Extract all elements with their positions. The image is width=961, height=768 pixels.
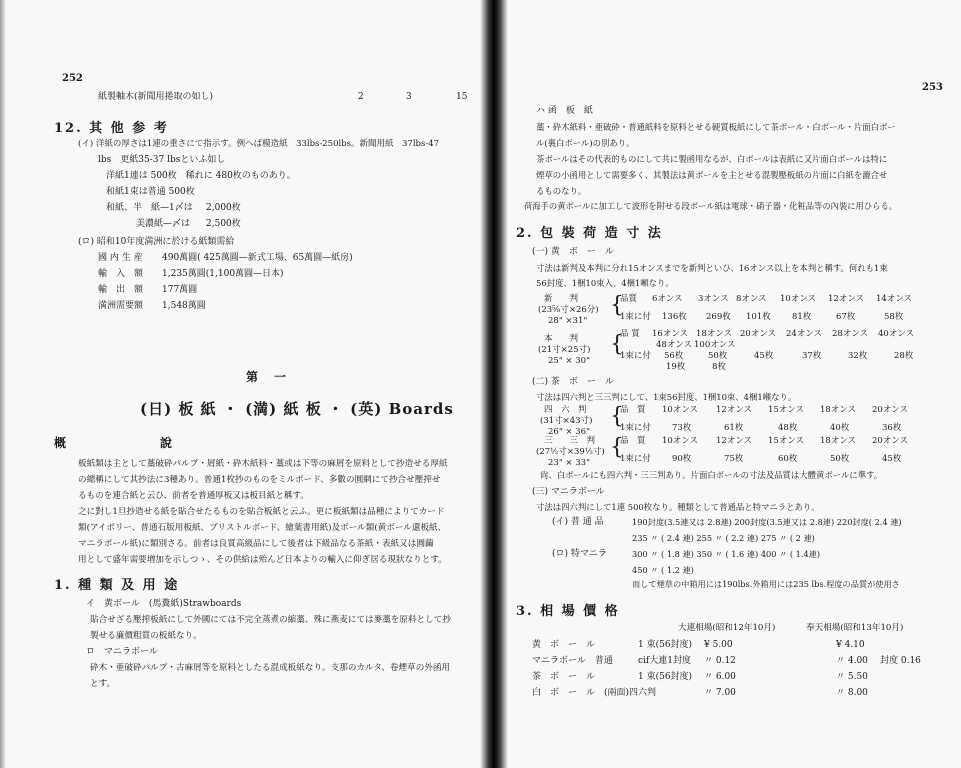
table-cell: 45枚 (882, 454, 902, 464)
section-heading: 12. 其 他 参 考 (54, 121, 169, 136)
section-heading: 3. 相 場 價 格 (516, 604, 620, 619)
supply-value: 177萬圓 (162, 285, 198, 295)
paragraph-line: 用として盛年需要増加を示しつゝ、その供給は殆んど日本よりの輸入に仰ぎ居る現狀なりとす。 (78, 555, 447, 565)
table-cell: 8枚 (712, 362, 726, 372)
table-cell: 10オンス (780, 294, 817, 304)
right-page (492, 0, 961, 768)
table-cell: 67枚 (836, 312, 856, 322)
paragraph-line: るものを連合紙と云ひ、前者を普通厚板又は板目紙と稱す。 (78, 491, 310, 501)
table-cell: 20オンス (740, 329, 777, 339)
table-cell: 1束に付 (620, 423, 651, 433)
price-fengtian: 〃 8.00 (836, 688, 868, 698)
paragraph-line: 尙、白ボールにも四六判・三三判あり。片面白ボールの寸法及品質は大體黄ボールに準す。 (540, 470, 883, 480)
table-cell: 1束に付 (620, 351, 651, 361)
price-extra: 封度 0.16 (880, 656, 921, 666)
brace-mark: { (610, 293, 624, 318)
table-cell: 28枚 (894, 351, 914, 361)
size-dimensions: (23⅝寸×26分) (538, 305, 599, 315)
text-line: lbs 更紙35-37 lbsといふ如し (98, 155, 226, 165)
table-cell: 45枚 (754, 351, 774, 361)
price-dalian: 〃 6.00 (704, 672, 736, 682)
table-cell: 90枚 (672, 454, 692, 464)
price-item-name: 白 ボ ー ル (兩面)四六判 (532, 688, 657, 698)
size-label: 本 判 (544, 334, 579, 344)
price-item-name: マニラボール 普通 (532, 656, 613, 666)
supply-value: 490萬圓( 425萬圓—新式工場、65萬圓—紙房) (162, 253, 353, 263)
table-cell: 61枚 (724, 423, 744, 433)
text-line: 和紙1束は普通 500枚 (106, 187, 195, 197)
size-dimensions: 23" × 33" (548, 458, 590, 468)
supply-label: 輸 出 額 (98, 285, 144, 295)
paragraph-line: 板紙類は主として藁破砕パルプ・屑紙・砕木紙料・藁或は下等の麻屑を原料として抄造せる厚紙 (78, 459, 448, 469)
text-line: 和紙、半 紙—1〆は (106, 203, 193, 213)
brace-mark: { (610, 404, 624, 429)
table-cell: 15オンス (768, 436, 805, 446)
supply-label: 國 内 生 産 (98, 253, 143, 263)
table-cell: 3オンス (698, 294, 729, 304)
table-cell: 24オンス (786, 329, 823, 339)
supply-label: 満洲需要額 (98, 301, 144, 311)
table-cell: 18オンス (820, 436, 857, 446)
subsection-title: イ 黄ボール (馬糞紙)Strawboards (86, 599, 242, 609)
price-column-header: 奉天相場(昭和13年10月) (806, 623, 904, 633)
table-cell: 81枚 (792, 312, 812, 322)
table-cell: 28オンス (832, 329, 869, 339)
text-line: 紙製軸木(新聞用捲取の如し) (98, 92, 214, 102)
price-fengtian: 〃 5.50 (836, 672, 868, 682)
price-item-spec: 1 束(56封度) (638, 672, 693, 682)
table-cell: 品 質 (620, 405, 646, 415)
table-value: 2 (358, 92, 364, 102)
table-cell: 15オンス (768, 405, 805, 415)
table-cell: 18オンス (820, 405, 857, 415)
paragraph-line: の總稱にして其抄法に3種あり。普通1枚抄のものをミルボード、多數の圓網にて抄合せ壓搾せ (78, 475, 441, 485)
overview-heading: 概 (54, 436, 69, 450)
paragraph-line: マニラボール紙)に類別さる。前者は良質高級品にして後者は下級品なる茶紙・表紙又は圓繭 (78, 539, 434, 549)
table-cell: 品質 (620, 294, 638, 304)
table-cell: 40オンス (878, 329, 915, 339)
price-fengtian: ¥ 4.10 (836, 640, 865, 650)
grade-line: 190封度(3.5連又は 2.8連) 200封度(3.5連又は 2.8連) 220封度( 2.4 連) (632, 517, 902, 527)
subsection-title: ハ 函 板 紙 (536, 106, 593, 116)
table-cell: 12オンス (828, 294, 865, 304)
overview-heading: 說 (160, 436, 175, 450)
table-value: 3 (406, 92, 412, 102)
table-cell: 56枚 (664, 351, 684, 361)
grade-label: (イ) 普 通 品 (552, 517, 604, 527)
grade-label: (ロ) 特マニラ (552, 549, 607, 559)
part-label: 第 一 (246, 370, 289, 384)
subsection-title: (二) 茶 ボ ー ル (532, 377, 614, 387)
table-cell: 37枚 (802, 351, 822, 361)
table-cell: 36枚 (882, 423, 902, 433)
price-fengtian: 〃 4.00 (836, 656, 868, 666)
subsection-title: (一) 黄 ボ ー ル (532, 247, 614, 257)
table-cell: 101枚 (746, 312, 771, 322)
page-number: 253 (922, 82, 943, 93)
paragraph-line: 寸法は四六判と三三判にして、1束56封度、1梱10束、4梱1噸なり。 (536, 392, 797, 402)
table-cell: 10オンス (662, 436, 699, 446)
size-dimensions: (31寸×43寸) (540, 416, 593, 426)
paragraph-line: 類(アイボリー、普通石版用板紙、ブリストルボード、繪葉書用紙)及ボール類(黄ボール還板紙、 (78, 523, 447, 533)
size-dimensions: 25" × 30" (548, 356, 590, 366)
table-cell: 品 質 (620, 329, 640, 339)
paragraph-line: 寸法は四六判にして1連 500枚なり。種類として普通品と特マニラとあり。 (536, 502, 820, 512)
text-value: 2,000枚 (206, 203, 241, 213)
table-cell: 12オンス (716, 436, 753, 446)
price-item-name: 黄 ボ ー ル (532, 640, 596, 650)
table-cell: 20オンス (872, 405, 909, 415)
table-cell: 6オンス (652, 294, 683, 304)
table-cell: 19枚 (666, 362, 686, 372)
size-dimensions: 26" × 36" (548, 427, 590, 437)
paragraph-line: ル(裏白ボール)の別あり。 (536, 138, 635, 148)
table-cell: 50枚 (830, 454, 850, 464)
size-dimensions: 28" ×31" (548, 316, 588, 326)
subsection-title: (三) マニラボール (532, 487, 605, 497)
price-item-spec: 1 束(56封度) (638, 640, 693, 650)
price-dalian: 〃 7.00 (704, 688, 736, 698)
paragraph-line: 貼合せざる壓搾板紙にして外國にては不完全蒸煮の縮藁、殊に燕麦にては麥藁を原料として抄 (90, 615, 451, 625)
table-cell: 75枚 (724, 454, 744, 464)
table-cell: 1束に付 (620, 312, 651, 322)
table-cell: 1束に付 (620, 454, 651, 464)
table-cell: 40枚 (830, 423, 850, 433)
paragraph-line: 茶ボールはその代表的ものにして共に製函用なるが、白ボールは表紙に又片面白ボールは特に (536, 154, 888, 164)
table-cell: 8オンス (736, 294, 767, 304)
size-dimensions: (21寸×25寸) (538, 345, 591, 355)
page-number: 252 (62, 73, 83, 84)
page-edge-shadow (0, 0, 6, 768)
supply-label: 輸 入 額 (98, 269, 144, 279)
table-cell: 60枚 (778, 454, 798, 464)
supply-value: 1,548萬圓 (162, 301, 206, 311)
brace-mark: { (610, 435, 624, 460)
paragraph-line: 而して煙草の中箱用には190lbs.外箱用には235 lbs.程度の品質が使用さ (632, 579, 900, 589)
paragraph-line: 56封度、1梱10束入、4梱1噸なり。 (536, 278, 674, 288)
page-title: (日) 板 紙 ・ (満) 紙 板 ・ (英) Boards (140, 400, 454, 418)
table-cell: 48枚 (778, 423, 798, 433)
section-heading: 1. 種 類 及 用 途 (54, 578, 180, 593)
size-label: 新 判 (544, 294, 579, 304)
paragraph-line: 砕木・亜破砕パルプ・古麻屑等を原料としたる混成板紙なり。支那のカルタ、卷煙草の外函用 (90, 663, 451, 673)
table-cell: 269枚 (706, 312, 731, 322)
table-cell: 20オンス (872, 436, 909, 446)
table-cell: 50枚 (708, 351, 728, 361)
paragraph-line: 荷海手の黄ボールに加工して波形を附せる段ボール紙は電球・硝子器・化粧品等の內裝に用ひらる。 (524, 201, 898, 211)
paragraph-line: るものなり。 (536, 186, 587, 196)
table-cell: 48オンス (656, 340, 693, 350)
paragraph-line: 寸法は新判及本判に分れ15オンスまでを新判といひ、16オンス以上を本判と稱す。何れも1束 (536, 263, 888, 273)
grade-line: 300 〃 ( 1.8 連) 350 〃 ( 1.6 連) 400 〃 ( 1.4連) (632, 549, 821, 559)
table-cell: 32枚 (848, 351, 868, 361)
brace-mark: { (610, 332, 624, 357)
table-cell: 14オンス (876, 294, 913, 304)
grade-line: 235 〃 ( 2.4 連) 255 〃 ( 2.2 連) 275 〃 ( 2 連) (632, 533, 815, 543)
size-label: 四 六 判 (544, 405, 587, 415)
size-label: 三 三 判 (544, 436, 596, 446)
text-line: 美濃紙—〆は (136, 219, 191, 229)
section-heading: 2. 包 裝 荷 造 寸 法 (516, 226, 663, 241)
paragraph-line: とす。 (90, 679, 116, 689)
table-cell: 18オンス (696, 329, 733, 339)
grade-line: 450 〃 ( 1.2 連) (632, 565, 694, 575)
supply-value: 1,235萬圓(1,100萬圓—日本) (162, 269, 284, 279)
price-item-spec: cif大連1封度 (638, 656, 691, 666)
table-cell: 73枚 (672, 423, 692, 433)
table-cell: 12オンス (716, 405, 753, 415)
text-line: 洋紙1連は 500枚 稀れに 480枚のものあり。 (106, 171, 296, 181)
subsection-title: ロ マニラボール (86, 647, 158, 657)
table-value: 15 (456, 92, 468, 102)
price-dalian: ¥ 5.00 (704, 640, 733, 650)
table-cell: 16オンス (652, 329, 689, 339)
text-line: (ロ) 昭和10年度満洲に於ける紙類需給 (78, 237, 235, 247)
table-cell: 10オンス (662, 405, 699, 415)
size-dimensions: (27½寸×39½寸) (536, 447, 605, 457)
price-column-header: 大連相場(昭和12年10月) (678, 623, 776, 633)
paragraph-line: 之に對し1旦抄造せる紙を貼合せたるものを貼合板紙と云ふ。更に板紙類は品種によりてカード (78, 507, 445, 517)
table-cell: 品 質 (620, 436, 646, 446)
paragraph-line: 製せる廉價粗質の板紙なり。 (90, 631, 202, 641)
text-value: 2,500枚 (206, 219, 241, 229)
price-dalian: 〃 0.12 (704, 656, 736, 666)
paragraph-line: 藁・砕木紙料・亜破砕・普通紙料を原料とせる硬質板紙にして茶ボール・白ボール・片面白ボー (536, 122, 896, 132)
table-cell: 136枚 (662, 312, 687, 322)
table-cell: 58枚 (884, 312, 904, 322)
price-item-name: 茶 ボ ー ル (532, 672, 596, 682)
paragraph-line: 煙草の小函用として需要多く、其製法は黄ボールを主とせる混製壓板紙の片面に白紙を漉合せ (536, 170, 888, 180)
text-line: (イ) 洋紙の厚さは1連の重さにて指示す。例へば模造紙 33lbs-250lbs。新聞用紙 37lbs-47 (78, 139, 440, 149)
table-cell: 100オンス (694, 340, 736, 350)
book-gutter (480, 0, 508, 768)
